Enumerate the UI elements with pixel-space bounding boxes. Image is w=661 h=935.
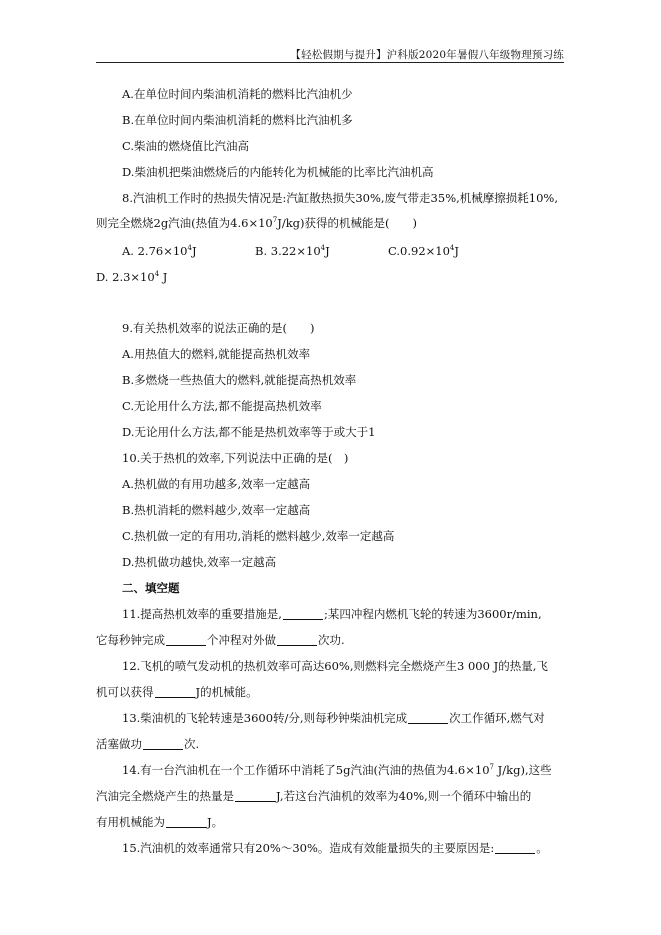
q7-option-d: D.柴油机把柴油燃烧后的内能转化为机械能的比率比汽油机高	[122, 165, 434, 179]
answer-blank[interactable]	[408, 712, 448, 724]
q7-option-b: B.在单位时间内柴油机消耗的燃料比汽油机多	[122, 113, 353, 127]
q13-line1: 13.柴油机的飞轮转速是3600转/分,则每秒钟柴油机完成 次工作循环,燃气对	[122, 711, 545, 725]
q11-line2: 它每秒钟完成 个冲程对外做 次功.	[96, 633, 345, 647]
answer-blank[interactable]	[155, 686, 195, 698]
q8-stem-line2: 则完全燃烧2g汽油(热值为$4.6\times 10^7J/kg$)获得的机械能是( )	[96, 216, 417, 230]
q7-option-c: C.柴油的燃烧值比汽油高	[122, 139, 250, 153]
q9-option-c: C.无论用什么方法,都不能提高热机效率	[122, 399, 322, 413]
q13-line2: 活塞做功 次.	[96, 737, 200, 751]
answer-blank[interactable]	[235, 790, 275, 802]
q14-line3: 有用机械能为 J。	[96, 815, 224, 829]
header-rule	[96, 62, 564, 63]
q8-option-d: D. $2.3\times 10^4$ J	[96, 270, 168, 284]
q7-option-a: A.在单位时间内柴油机消耗的燃料比汽油机少	[122, 87, 353, 101]
answer-blank[interactable]	[277, 634, 317, 646]
q10-stem: 10.关于热机的效率,下列说法中正确的是( )	[122, 451, 349, 465]
q10-option-d: D.热机做功越快,效率一定越高	[122, 555, 277, 569]
q8-stem-line1: 8.汽油机工作时的热损失情况是:汽缸散热损失30%,废气带走35%,机械摩擦损耗10%,	[122, 191, 558, 205]
q8-option-a: A. $2.76\times 10^4J$	[122, 244, 197, 258]
q12-line1: 12.飞机的喷气发动机的热机效率可高达60%,则燃料完全燃烧产生3 000 J的热量,飞	[122, 659, 548, 673]
q10-option-c: C.热机做一定的有用功,消耗的燃料越少,效率一定越高	[122, 529, 395, 543]
answer-blank[interactable]	[166, 634, 206, 646]
q9-stem: 9.有关热机效率的说法正确的是( )	[122, 321, 315, 335]
q9-option-a: A.用热值大的燃料,就能提高热机效率	[122, 347, 311, 361]
q12-line2: 机可以获得 J的机械能。	[96, 685, 258, 699]
q15-line1: 15.汽油机的效率通常只有20%～30%。造成有效能量损失的主要原因是: 。	[122, 841, 548, 855]
answer-blank[interactable]	[143, 738, 183, 750]
answer-blank[interactable]	[166, 816, 206, 828]
q8-option-b: B. $3.22\times 10^4J$	[255, 244, 330, 258]
page-header: 【轻松假期与提升】沪科版2020年暑假八年级物理预习练	[290, 49, 564, 61]
q11-line1: 11.提高热机效率的重要措施是, ;某四冲程内燃机飞轮的转速为3600r/min,	[122, 607, 542, 621]
answer-blank[interactable]	[283, 608, 323, 620]
q14-line2: 汽油完全燃烧产生的热量是 J,若这台汽油机的效率为40%,则一个循环中输出的	[96, 789, 532, 803]
section-title: 二、填空题	[122, 581, 180, 595]
answer-blank[interactable]	[495, 842, 535, 854]
q9-option-d: D.无论用什么方法,都不能是热机效率等于或大于1	[122, 425, 376, 439]
q9-option-b: B.多燃烧一些热值大的燃料,就能提高热机效率	[122, 373, 357, 387]
q14-line1: 14.有一台汽油机在一个工作循环中消耗了5g汽油(汽油的热值为$4.6\times 10^7$ J/kg),这些	[122, 763, 552, 777]
q10-option-b: B.热机消耗的燃料越少,效率一定越高	[122, 503, 311, 517]
q10-option-a: A.热机做的有用功越多,效率一定越高	[122, 477, 311, 491]
q8-option-c: $C.0.92\times 10^4J$	[388, 244, 460, 258]
